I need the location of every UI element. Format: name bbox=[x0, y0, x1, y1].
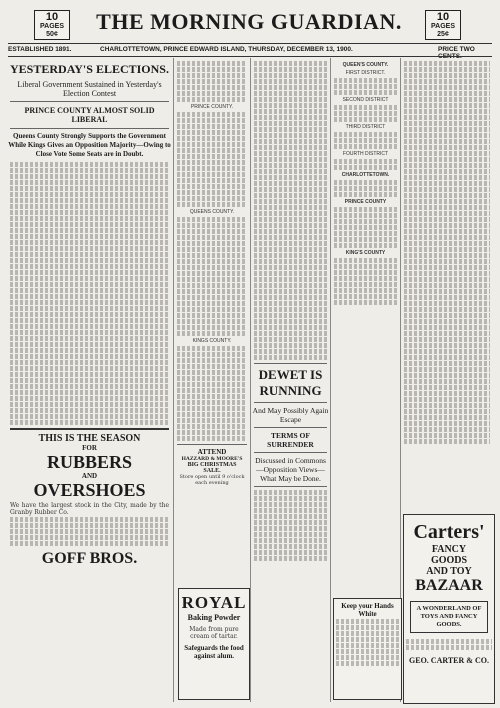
carters-bazaar: BAZAAR bbox=[415, 577, 483, 594]
hand-white-ad bbox=[333, 598, 402, 700]
district-heading: THIRD DISTRICT bbox=[345, 124, 386, 130]
district-heading: FIRST DISTRICT. bbox=[345, 70, 386, 76]
divider bbox=[10, 101, 169, 102]
ad-season: THIS IS THE SEASON bbox=[38, 433, 141, 444]
prince-county-heading: PRINCE COUNTY bbox=[344, 199, 387, 205]
divider bbox=[254, 486, 327, 487]
ad-and: AND bbox=[81, 472, 98, 480]
right-box-line: PAGES bbox=[431, 23, 455, 30]
notice-attend: ATTEND bbox=[197, 448, 227, 456]
left-box-line: 10 bbox=[45, 11, 59, 23]
elections-headline: YESTERDAY'S ELECTIONS. bbox=[10, 62, 169, 76]
right-box-line: 25¢ bbox=[437, 31, 449, 38]
royal-safeguard: Safeguards the food against alum. bbox=[184, 644, 244, 660]
running-headline: RUNNING bbox=[259, 383, 322, 398]
carters-wonderland: A WONDERLAND OF TOYS AND FANCY GOODS. bbox=[410, 601, 488, 633]
divider bbox=[10, 428, 169, 430]
divider bbox=[254, 402, 327, 403]
divider bbox=[10, 128, 169, 129]
charlottetown-heading: CHARLOTTETOWN. bbox=[341, 172, 390, 178]
elections-subhead: Liberal Government Sustained in Yesterday's Election Contest bbox=[17, 80, 162, 98]
right-price-box bbox=[425, 10, 461, 40]
royal-baking-powder-ad bbox=[178, 588, 250, 700]
terms-subhead: TERMS OF SURRENDER bbox=[267, 431, 314, 449]
divider bbox=[254, 427, 327, 428]
column-rule bbox=[330, 58, 331, 702]
goff-bros-ad bbox=[8, 433, 171, 568]
place-date: CHARLOTTETOWN, PRINCE EDWARD ISLAND, THURSDAY, DECEMBER 13, 1900. bbox=[100, 46, 353, 53]
hand-white-headline: Keep your Hands White bbox=[341, 602, 394, 618]
divider bbox=[254, 452, 327, 453]
ad-for: FOR bbox=[82, 444, 97, 452]
ad-rubbers: RUBBERS bbox=[46, 452, 133, 472]
left-price-box bbox=[34, 10, 70, 40]
carters-goods: GOODS bbox=[430, 555, 468, 566]
divider bbox=[177, 444, 247, 445]
notice-store: HAZZARD & MOORE'S bbox=[181, 456, 243, 462]
column-dewet bbox=[252, 60, 329, 700]
queens-county-heading: QUEENS COUNTY. bbox=[189, 209, 235, 215]
kings-county-heading: KING'S COUNTY bbox=[345, 250, 386, 256]
prince-county-heading: PRINCE COUNTY. bbox=[190, 104, 234, 110]
district-heading: FOURTH DISTRICT bbox=[342, 151, 389, 157]
royal-brand: ROYAL bbox=[181, 593, 247, 612]
queens-county-heading: QUEEN'S COUNTY. bbox=[342, 62, 389, 68]
queens-county-subhead: Queens County Strongly Supports the Government While Kings Gives an Opposition Majority—Owing to Close Vote Some Seats are in Doubt. bbox=[8, 132, 171, 158]
escape-subhead: And May Possibly Again Escape bbox=[252, 406, 329, 424]
right-box-line: 10 bbox=[436, 11, 450, 23]
carters-bazaar-ad bbox=[403, 514, 495, 704]
established: ESTABLISHED 1891. bbox=[8, 46, 72, 53]
goff-bros: GOFF BROS. bbox=[41, 550, 138, 567]
kings-county-heading: KINGS COUNTY. bbox=[192, 338, 232, 344]
dateline bbox=[8, 46, 492, 56]
carters-name: Carters' bbox=[413, 521, 485, 543]
carters-signature: GEO. CARTER & CO. bbox=[409, 656, 489, 665]
carters-and-toy: AND TOY bbox=[426, 566, 472, 577]
prince-county-subhead: PRINCE COUNTY ALMOST SOLID LIBERAL bbox=[24, 106, 155, 124]
dewet-headline: DEWET IS bbox=[258, 367, 323, 382]
column-elections bbox=[8, 60, 171, 700]
left-box-line: PAGES bbox=[40, 23, 64, 30]
notice-hours: Store open until 9 o'clock each evening bbox=[179, 474, 245, 486]
price: PRICE TWO bbox=[438, 46, 475, 53]
district-heading: SECOND DISTRICT bbox=[342, 97, 389, 103]
commons-subhead: Discussed in Commons—Opposition Views—What May be Done. bbox=[255, 456, 326, 483]
ad-overshoes: OVERSHOES bbox=[33, 480, 146, 500]
column-rule bbox=[173, 58, 174, 702]
masthead-rule bbox=[8, 43, 492, 44]
royal-product: Baking Powder bbox=[187, 613, 241, 622]
newspaper-title: THE MORNING GUARDIAN. bbox=[96, 9, 402, 34]
left-box-line: 50¢ bbox=[46, 31, 58, 38]
carters-fancy: FANCY bbox=[431, 544, 467, 555]
divider bbox=[254, 363, 327, 364]
column-rule bbox=[250, 58, 251, 702]
election-report-text bbox=[8, 162, 171, 425]
masthead bbox=[0, 0, 500, 44]
dateline-rule bbox=[8, 56, 492, 57]
notice-sale: BIG CHRISTMAS bbox=[187, 462, 237, 468]
royal-tagline: Made from pure cream of tartar. bbox=[189, 626, 239, 640]
hazzard-moore-notice bbox=[175, 448, 249, 486]
ad-body: We have the largest stock in the City, made by the Granby Rubber Co. bbox=[10, 502, 169, 516]
notice-sale-word: SALE. bbox=[203, 468, 221, 474]
